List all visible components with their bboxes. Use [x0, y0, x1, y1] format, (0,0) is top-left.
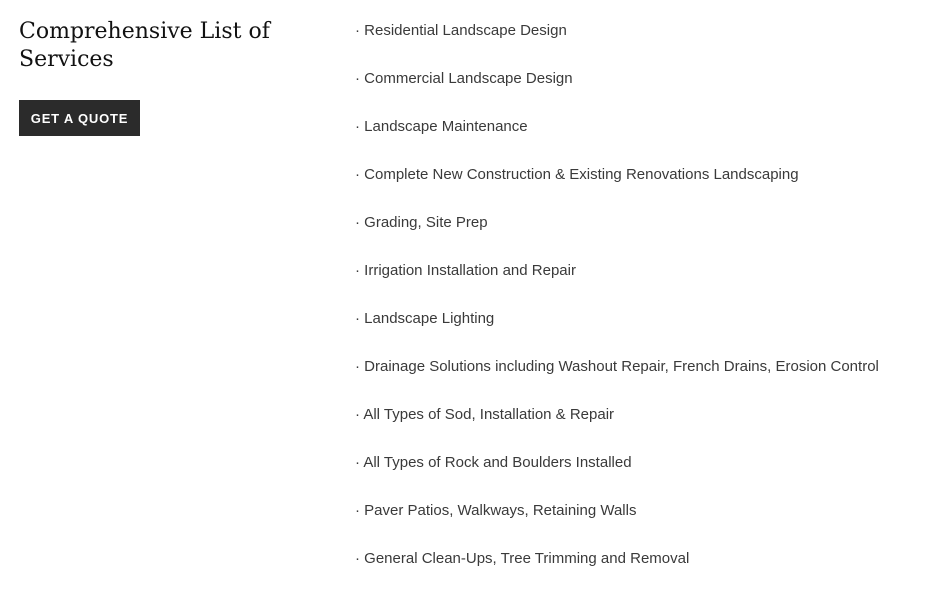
service-item: · Irrigation Installation and Repair: [355, 262, 576, 279]
service-item: · Drainage Solutions including Washout Repair, French Drains, Erosion Control: [355, 358, 879, 375]
service-item: · General Clean-Ups, Tree Trimming and Removal: [355, 550, 690, 567]
service-item: · Landscape Lighting: [355, 310, 495, 327]
get-a-quote-button[interactable]: GET A QUOTE: [19, 100, 140, 136]
service-item: · All Types of Rock and Boulders Installed: [355, 454, 632, 471]
service-item: · Complete New Construction & Existing Renovations Landscaping: [355, 166, 799, 183]
service-item: · Commercial Landscape Design: [355, 70, 573, 87]
services-list: [355, 18, 879, 594]
services-header: [19, 18, 309, 74]
section-heading: Comprehensive List of Services: [19, 19, 270, 72]
service-item: · Residential Landscape Design: [355, 22, 567, 39]
service-item: · Paver Patios, Walkways, Retaining Walls: [355, 502, 637, 519]
service-item: · Landscape Maintenance: [355, 118, 528, 135]
service-item: · All Types of Sod, Installation & Repair: [355, 406, 615, 423]
service-item: · Grading, Site Prep: [355, 214, 488, 231]
